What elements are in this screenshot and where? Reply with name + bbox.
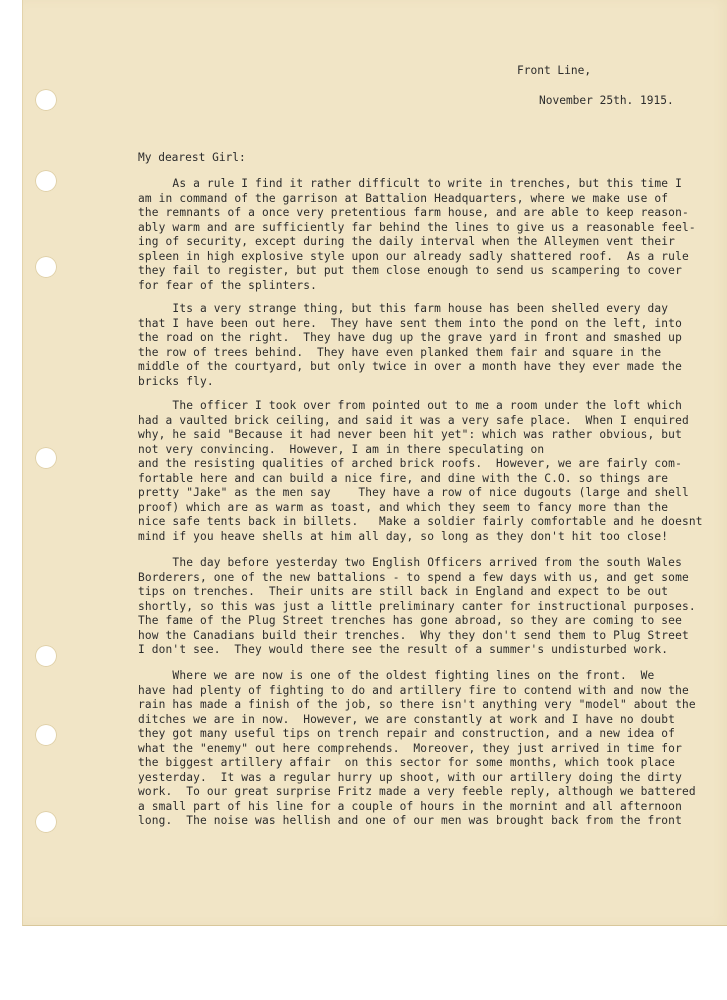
binder-hole (35, 170, 57, 192)
letter-paragraph: The officer I took over from pointed out to me a room under the loft which had a vaulted brick ceiling, and said it was a very safe place. When I enquired why, he said "Because it had never been hit yet": which was rather obvious, but not very convincing. However, I am in there speculating on and the resisting qualities of arched brick roofs. However, we are fairly com- fortable here and can build a nice fire, and dine with the C.O. so things are pretty "Jake" as the men say They have a row of nice dugouts (large and shell proof) which are as warm as toast, and which they seem to fancy more than the nice safe tents back in billets. Make a soldier fairly comfortable and he doesnt mind if you heave shells at him all day, so long as they don't hit too close! (138, 399, 703, 543)
binder-hole (35, 256, 57, 278)
binder-hole (35, 724, 57, 746)
letter-salutation: My dearest Girl: (138, 151, 246, 164)
binder-hole (35, 89, 57, 111)
letter-paragraph: Where we are now is one of the oldest fighting lines on the front. We have had plenty of fighting to do and artillery fire to contend with and now the rain has made a finish of the job, so there isn't anything very "model" about the ditches we are in now. However, we are constantly at work and I have no doubt they got many useful tips on trench repair and construction, and a new idea of what the "enemy" out here comprehends. Moreover, they just arrived in time for the biggest artillery affair on this sector for some months, which took place yesterday. It was a regular hurry up shoot, with our artillery doing the dirty work. To our great surprise Fritz made a very feeble reply, although we battered a small part of his line for a couple of hours in the mornint and all afternoon long. The noise was hellish and one of our men was brought back from the front (138, 669, 696, 827)
letter-paragraph: As a rule I find it rather difficult to write in trenches, but this time I am in command of the garrison at Battalion Headquarters, where we make use of the remnants of a once very pretentious farm house, and are able to keep reason- ably warm and are sufficiently far behind the lines to give us a reasonable feel- ing of security, except during the daily interval when the Alleymen vent their spleen in high explosive style upon our already sadly shattered roof. As a rule they fail to register, but put them close enough to send us scampering to cover for fear of the splinters. (138, 177, 696, 292)
letter-paragraph: Its a very strange thing, but this farm house has been shelled every day that I have been out here. They have sent them into the pond on the left, into the road on the right. They have dug up the grave yard in front and smashed up the row of trees behind. They have even planked them fair and square in the middle of the courtyard, but only twice in over a month have they ever made the bricks fly. (138, 302, 682, 388)
binder-hole (35, 447, 57, 469)
letter-date: November 25th. 1915. (539, 94, 674, 107)
letter-paragraph: The day before yesterday two English Officers arrived from the south Wales Borderers, one of the new battalions - to spend a few days with us, and get some tips on trenches. Their units are still back in England and expect to be out shortly, so this was just a little preliminary canter for instructional purposes. The fame of the Plug Street trenches has gone abroad, so they are coming to see how the Canadians build their trenches. Why they don't send them to Plug Street I don't see. They would there see the result of a summer's undisturbed work. (138, 556, 696, 656)
letter-place: Front Line, (517, 64, 592, 77)
binder-hole (35, 811, 57, 833)
binder-hole (35, 645, 57, 667)
